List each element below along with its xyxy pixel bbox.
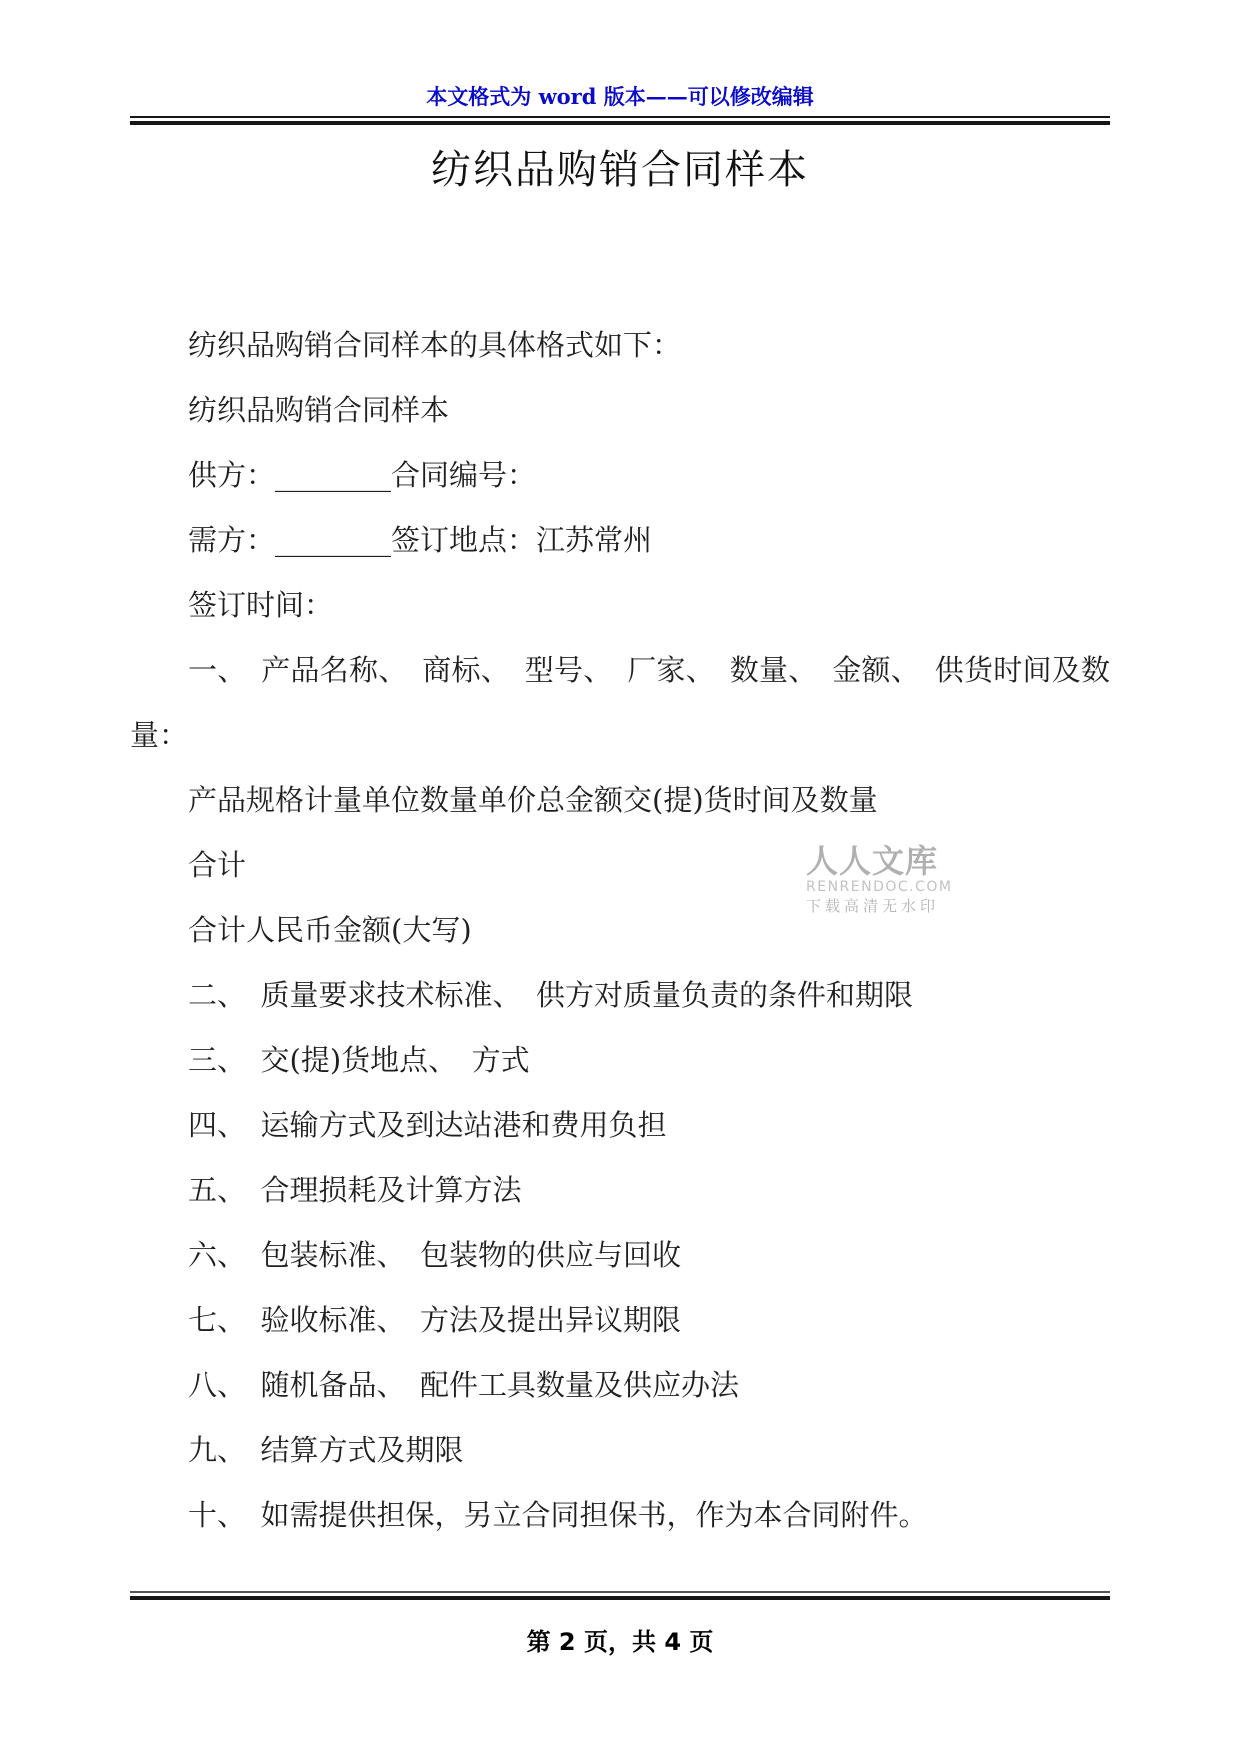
paragraph: 五、 合理损耗及计算方法 xyxy=(188,1173,522,1207)
paragraph: 二、 质量要求技术标准、 供方对质量负责的条件和期限 xyxy=(188,978,914,1012)
paragraph: 纺织品购销合同样本的具体格式如下： xyxy=(188,328,682,362)
paragraph: 合计人民币金额(大写) xyxy=(188,913,472,947)
paragraph: 八、 随机备品、 配件工具数量及供应办法 xyxy=(188,1368,740,1402)
rule-thick-line xyxy=(130,121,1110,125)
paragraph: 签订时间： xyxy=(188,588,334,622)
watermark-tagline: 下载高清无水印 xyxy=(806,897,940,915)
header-double-rule xyxy=(130,116,1110,125)
paragraph: 六、 包装标准、 包装物的供应与回收 xyxy=(188,1238,682,1272)
footer-double-rule xyxy=(130,1591,1110,1600)
page-title: 纺织品购销合同样本 xyxy=(431,147,809,193)
paragraph: 供方：________合同编号： xyxy=(188,458,537,492)
page-header xyxy=(0,0,1240,125)
paragraph: 需方：________签订地点：江苏常州 xyxy=(188,523,653,557)
paragraph: 三、 交(提)货地点、 方式 xyxy=(188,1043,530,1077)
paragraph: 纺织品购销合同样本 xyxy=(188,393,450,427)
paragraph: 一、 产品名称、 商标、 型号、 厂家、 数量、 金额、 供货时间及数量： xyxy=(130,653,1110,752)
watermark-domain: RENRENDOC.COM xyxy=(806,879,953,895)
paragraph: 四、 运输方式及到达站港和费用负担 xyxy=(188,1108,667,1142)
paragraph: 七、 验收标准、 方法及提出异议期限 xyxy=(188,1303,682,1337)
paragraph: 九、 结算方式及期限 xyxy=(188,1433,464,1467)
paragraph: 产品规格计量单位数量单价总金额交(提)货时间及数量 xyxy=(188,783,878,817)
document-body xyxy=(130,313,1110,1548)
footer-page-info: 第 2 页，共 4 页 xyxy=(526,1628,714,1656)
watermark-brand: 人人文库 xyxy=(806,842,939,880)
rule-thick-line xyxy=(130,1596,1110,1600)
paragraph: 十、 如需提供担保，另立合同担保书，作为本合同附件。 xyxy=(188,1498,928,1532)
header-notice-text: 本文格式为 word 版本——可以修改编辑 xyxy=(426,84,814,109)
paragraph: 合计 xyxy=(188,848,247,882)
